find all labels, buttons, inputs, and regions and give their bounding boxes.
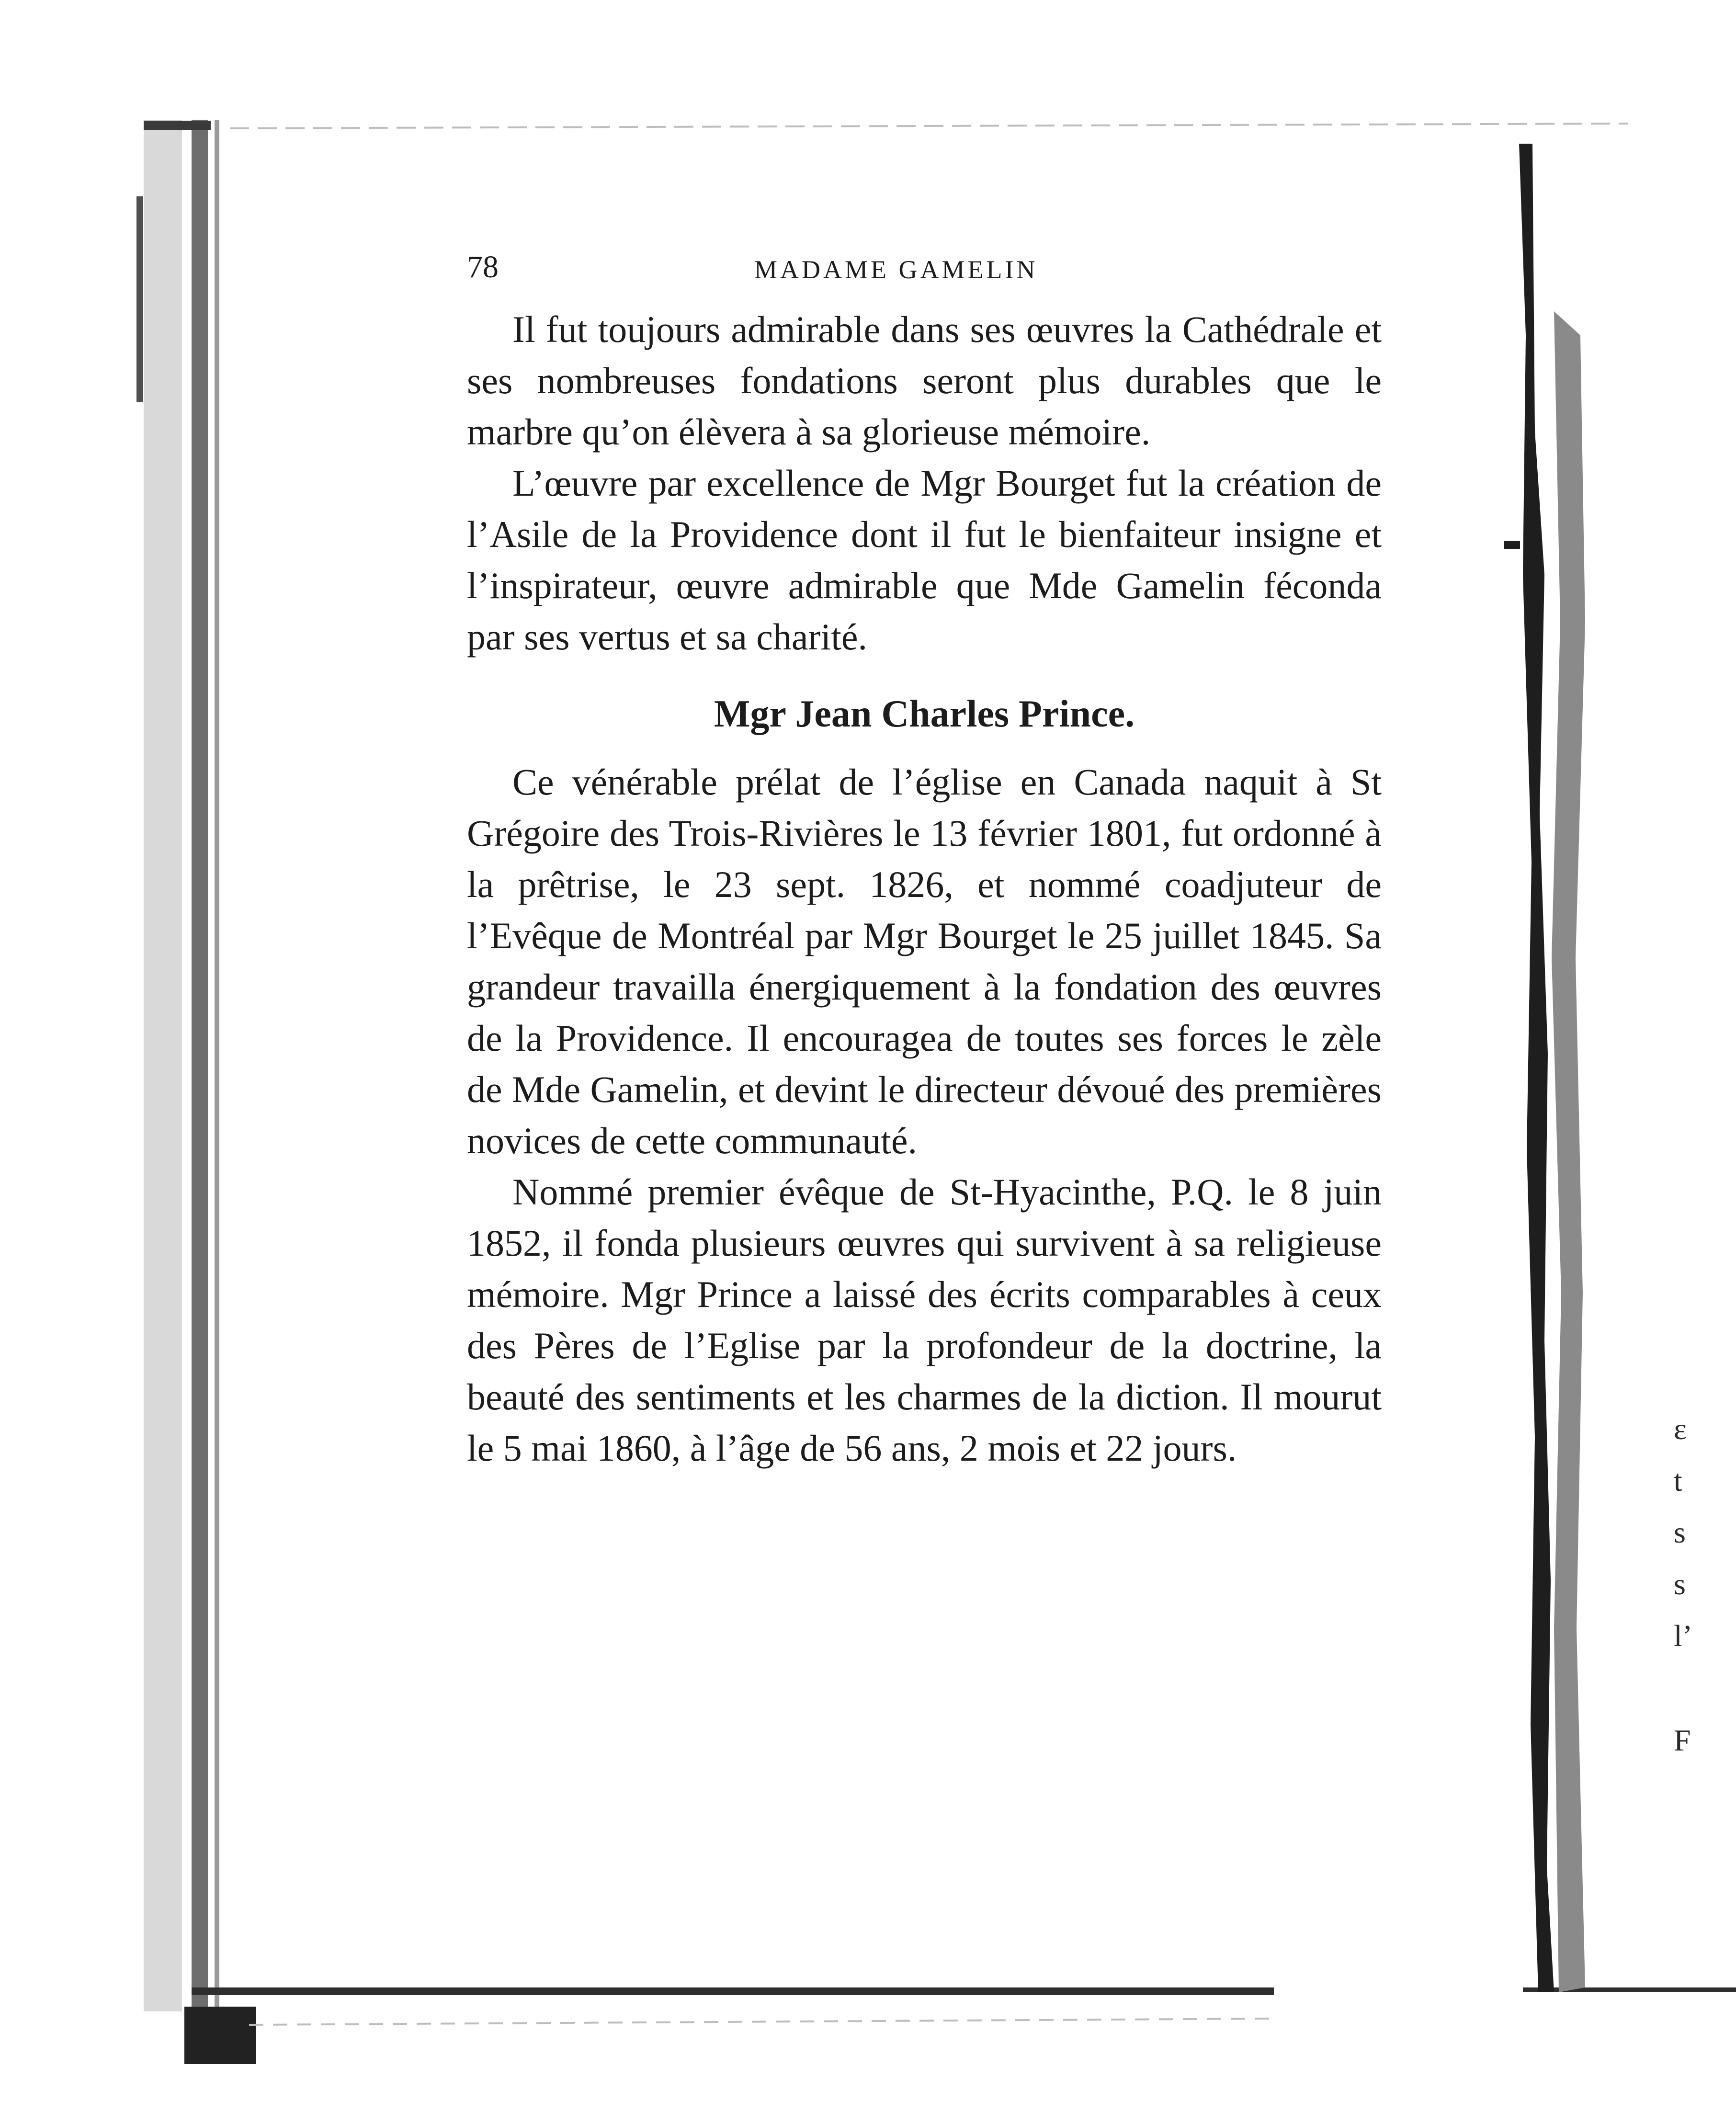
paragraph-prince-saint-hyacinthe: Nommé premier évêque de St-Hyacinthe, P.Q. le 8 juin 1852, il fonda plusieurs œuvres qui survivent à sa religieuse mémoire. Mgr Prince a laissé des écrits comparables à ceux des Pères de l’Eglise par la profondeur de la doctrine, la beauté des sentiments et les charmes de la diction. Il mourut le 5 mai 1860, à l’âge de 56 ans, 2 mois et 22 jours.: [467, 1171, 1382, 1469]
left-side-tick: [136, 196, 143, 402]
fragment-char: t: [1674, 1464, 1682, 1498]
fragment-char: F: [1674, 1723, 1691, 1757]
bottom-page-border: [192, 1987, 1274, 1995]
page-number: 78: [467, 250, 499, 284]
right-binding-shadow: [1552, 311, 1585, 1992]
left-top-corner-bar: [144, 121, 211, 130]
paragraph-asile-providence: L’œuvre par excellence de Mgr Bourget fut la création de l’Asile de la Providence dont il fut le bienfaiteur insigne et l’inspirateur, œuvre admirable que Mde Gamelin féconda par ses vertus et sa charité.: [467, 462, 1382, 658]
fragment-char: l’: [1674, 1619, 1693, 1653]
section-title: Mgr Jean Charles Prince.: [714, 693, 1135, 735]
fragment-char: ε: [1674, 1412, 1687, 1446]
right-binding-edge: [1519, 144, 1554, 1992]
facing-page-fragment: [1674, 1403, 1717, 1766]
paragraph-cathedral: Il fut toujours admirable dans ses œuvres la Cathédrale et ses nombreuses fondations seront plus durables que le marbre qu’on élèvera à sa glorieuse mémoire.: [467, 308, 1382, 453]
left-binding-edge: [192, 120, 208, 2011]
left-binding-shadow: [144, 120, 182, 2011]
running-head: [467, 249, 1382, 302]
page-body: [467, 249, 1382, 1474]
left-bottom-block: [184, 2007, 256, 2064]
paragraph-prince-biography: Ce vénérable prélat de l’église en Canada naquit à St Grégoire des Trois-Rivières le 13 février 1801, fut ordonné à la prêtrise, le 23 sept. 1826, et nommé coadjuteur de l’Evêque de Montréal par Mgr Bourget le 25 juillet 1845. Sa grandeur travailla énergiquement à la fondation des œuvres de la Providence. Il encouragea de toutes ses forces le zèle de Mde Gamelin, et devint le directeur dévoué des premières novices de cette communauté.: [467, 761, 1382, 1161]
bottom-scan-edge: [249, 2019, 1269, 2025]
right-binding-speck: [1504, 541, 1520, 549]
fragment-char: s: [1674, 1515, 1686, 1549]
left-binding-edge-inner: [215, 120, 219, 2011]
bottom-page-border-right: [1523, 1987, 1736, 1992]
running-title: MADAME GAMELIN: [754, 255, 1038, 284]
fragment-char: s: [1674, 1567, 1686, 1601]
top-scan-edge: [230, 124, 1628, 128]
